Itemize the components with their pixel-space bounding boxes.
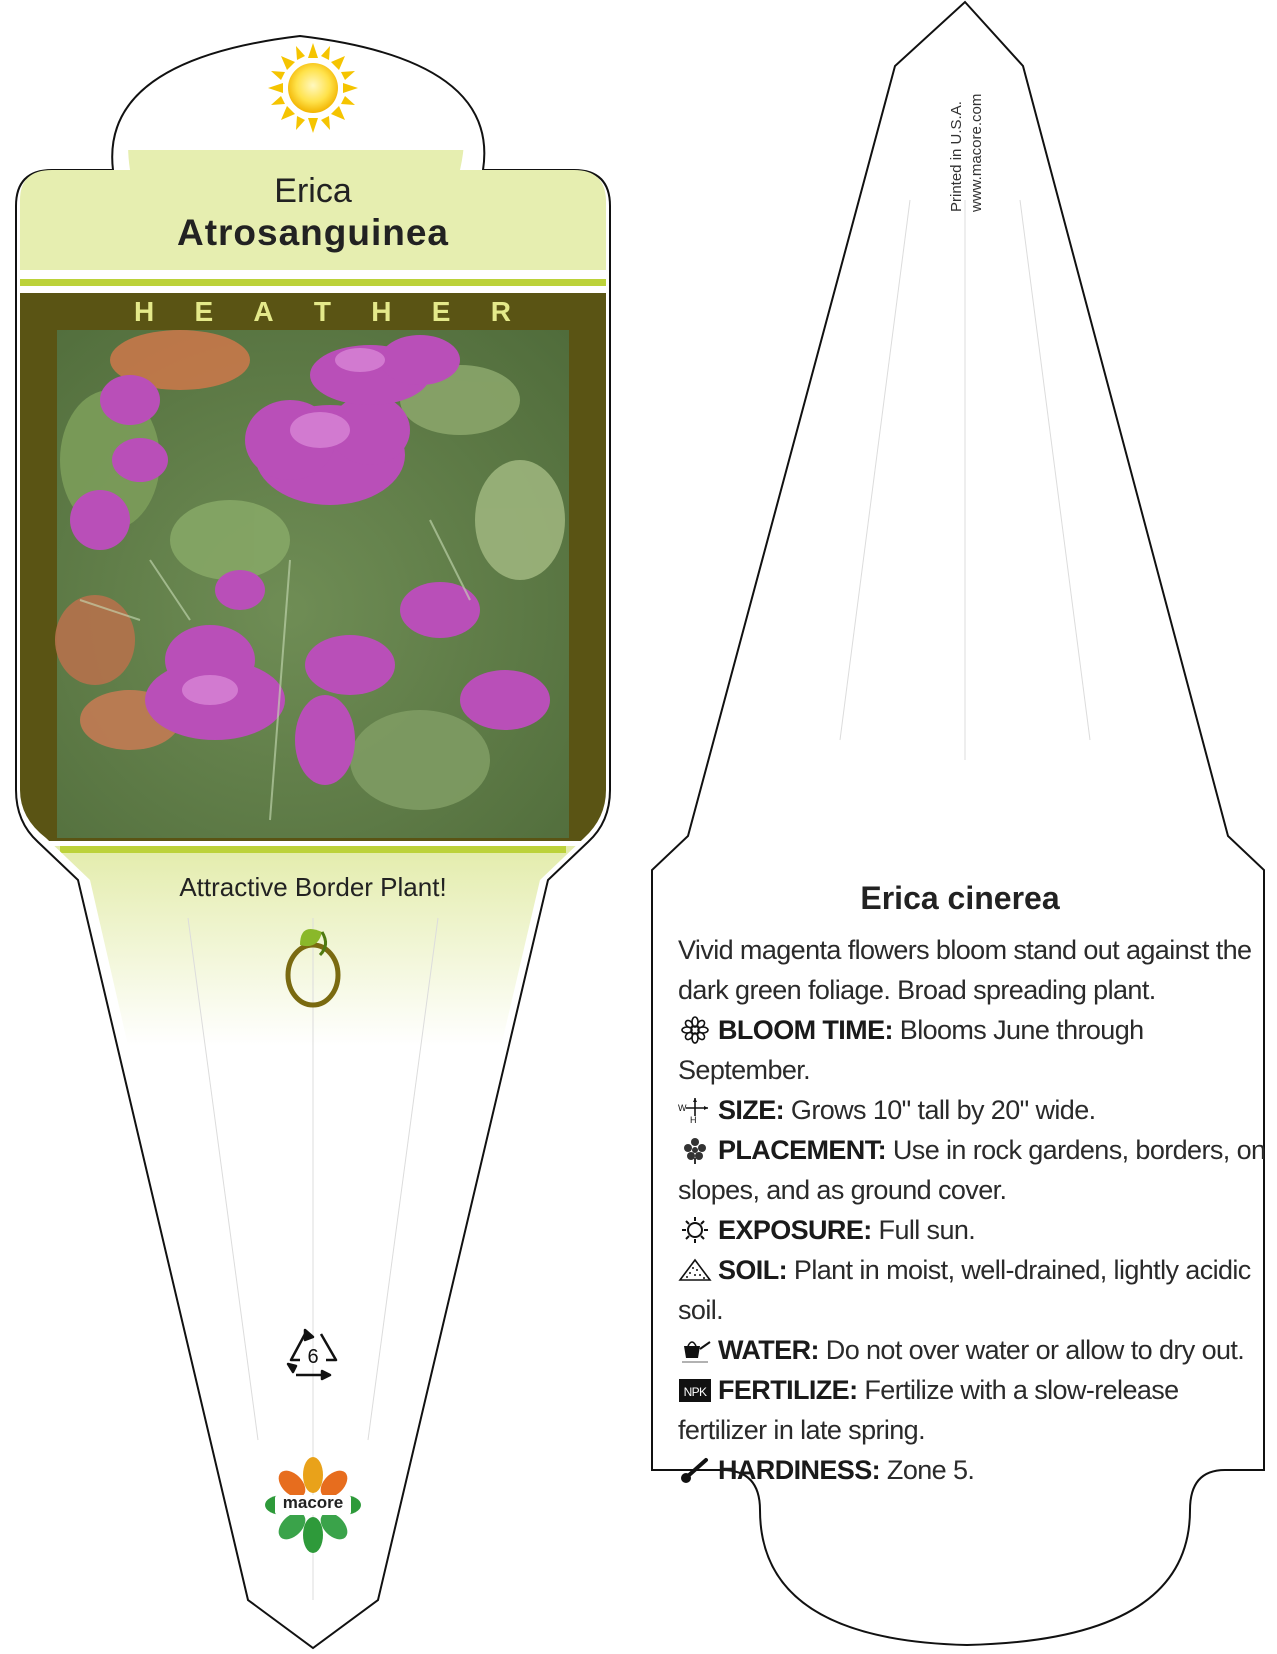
website-text: www.macore.com <box>968 93 985 212</box>
size-arrows-icon <box>678 1096 712 1124</box>
water-value: Do not over water or allow to dry out. <box>825 1335 1245 1365</box>
hardiness-value: Zone 5. <box>886 1455 975 1485</box>
attribute-bloom-time <box>678 1010 1268 1090</box>
size-label: SIZE: <box>718 1095 785 1125</box>
heather-photo <box>55 330 569 838</box>
attribute-soil <box>678 1250 1268 1330</box>
attribute-fertilize <box>678 1370 1268 1450</box>
front-header-stripe <box>20 279 610 286</box>
placement-flowers-icon <box>678 1136 712 1164</box>
back-title: Erica cinerea <box>860 880 1060 916</box>
category-letter: H <box>371 296 392 327</box>
npk-fertilizer-icon <box>678 1376 712 1404</box>
flower-icon <box>678 1016 712 1044</box>
back-description-block <box>678 930 1268 1490</box>
category-letter: T <box>313 296 332 327</box>
fertilize-label: FERTILIZE: <box>718 1375 858 1405</box>
front-genus: Erica <box>274 172 352 210</box>
placement-label: PLACEMENT: <box>718 1135 886 1165</box>
exposure-label: EXPOSURE: <box>718 1215 872 1245</box>
size-icon-h: H <box>690 1115 696 1124</box>
size-value: Grows 10" tall by 20" wide. <box>790 1095 1096 1125</box>
water-label: WATER: <box>718 1335 819 1365</box>
category-letter: R <box>490 296 511 327</box>
attribute-placement <box>678 1130 1268 1210</box>
description: Vivid magenta flowers bloom stand out against the dark green foliage. Broad spreading plant. <box>678 935 1252 1005</box>
placement-value: Use in rock gardens, borders, on slopes, and as ground cover. <box>678 1135 1266 1205</box>
watering-can-icon <box>678 1336 712 1364</box>
attribute-size <box>678 1090 1268 1130</box>
soil-label: SOIL: <box>718 1255 787 1285</box>
recycle-number: 6 <box>307 1346 319 1368</box>
thermometer-icon <box>678 1456 712 1484</box>
front-category-heather <box>22 296 606 328</box>
fertilize-value: Fertilize with a slow-release fertilizer in late spring. <box>678 1375 1179 1445</box>
front-species: Atrosanguinea <box>176 212 450 253</box>
attribute-hardiness <box>678 1450 1268 1490</box>
sun-icon <box>268 43 358 133</box>
size-icon-w: W <box>678 1103 686 1113</box>
attribute-exposure <box>678 1210 1268 1250</box>
sun-exposure-icon <box>678 1216 712 1244</box>
front-tagline: Attractive Border Plant! <box>179 872 447 902</box>
exposure-value: Full sun. <box>878 1215 976 1245</box>
category-letter: A <box>253 296 274 327</box>
npk-text: NPK <box>683 1385 707 1399</box>
category-letter: E <box>431 296 451 327</box>
bloom-time-value: Blooms June through September. <box>678 1015 1144 1085</box>
soil-pile-icon <box>678 1256 712 1284</box>
brand-name: macore <box>282 1493 344 1512</box>
soil-value: Plant in moist, well-drained, lightly acidic soil. <box>678 1255 1251 1325</box>
category-letter: E <box>194 296 214 327</box>
bloom-time-label: BLOOM TIME: <box>718 1015 893 1045</box>
attribute-water <box>678 1330 1268 1370</box>
category-letter: H <box>134 296 155 327</box>
printed-in-text: Printed in U.S.A. <box>948 101 965 212</box>
hardiness-label: HARDINESS: <box>718 1455 881 1485</box>
